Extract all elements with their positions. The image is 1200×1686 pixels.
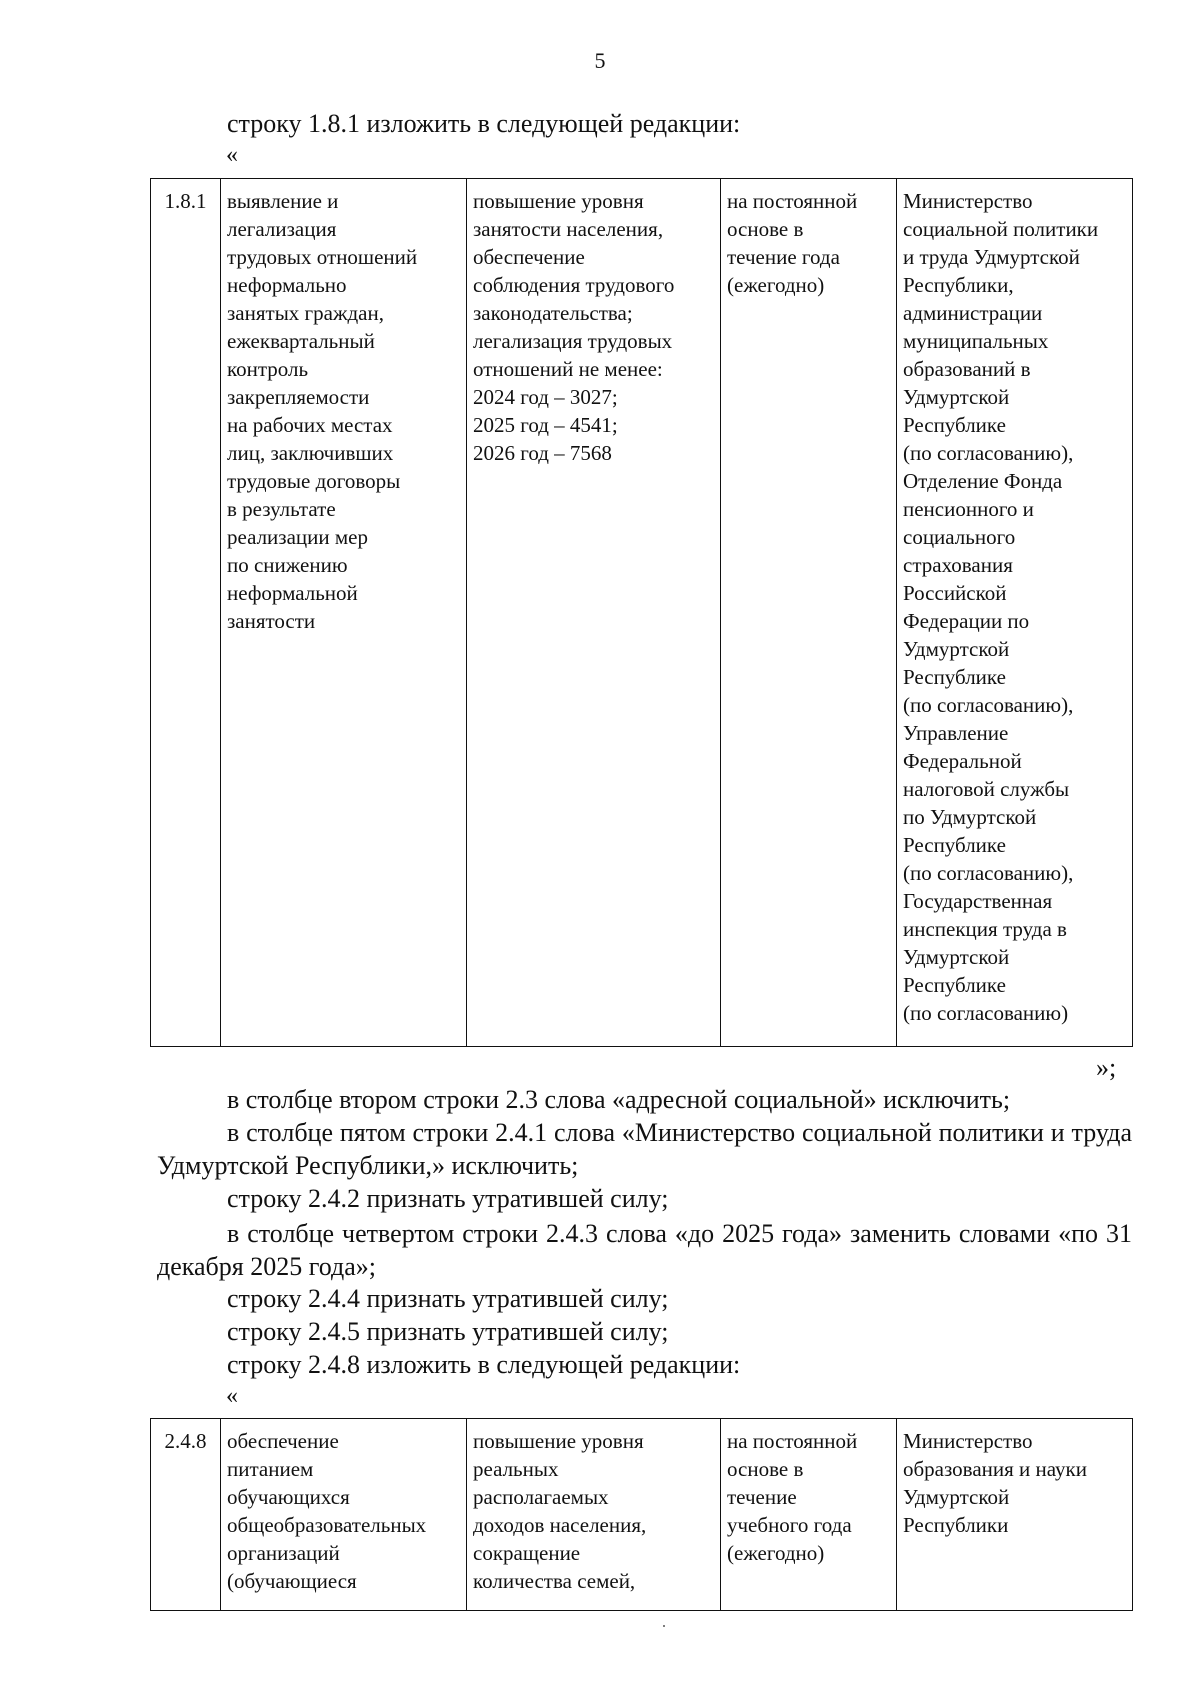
amendment-2-4-5: строку 2.4.5 признать утратившей силу; <box>227 1317 669 1346</box>
expected-result-cell: повышение уровня занятости населения, обеспечение соблюдения трудового законодательства; легализация трудовых отношений не менее: 2024 год – 3027; 2025 год – 4541; 2026 год – 7568 <box>467 179 721 1047</box>
responsible-executors-cell: Министерство социальной политики и труда Удмуртской Республики, администрации муниципальных образований в Удмуртской Республике (по согласованию), Отделение Фонда пенсионного и социального страхования Российской Федерации по Удмуртской Республике (по согласованию), Управление Федеральной налоговой службы по Удмуртской Республике (по согласованию), Государственная инспекция труда в Удмуртской Республике (по согласованию) <box>897 179 1133 1047</box>
table-row-1-8-1 <box>150 178 1133 1047</box>
close-quote-1: »; <box>1096 1053 1117 1082</box>
table-row-2-4-8 <box>150 1418 1133 1611</box>
page-number: 5 <box>594 48 606 73</box>
open-quote-1: « <box>226 142 238 168</box>
amendment-2-4-2: строку 2.4.2 признать утратившей силу; <box>227 1184 669 1213</box>
amendment-2-4-3: в столбце четвертом строки 2.4.3 слова «до 2025 года» заменить словами «по 31 декабря 2025 года»; <box>157 1219 1132 1281</box>
responsible-executors-cell: Министерство образования и науки Удмуртской Республики <box>897 1419 1133 1611</box>
scan-artifact-dot <box>663 1625 665 1627</box>
amendment-2-3: в столбце втором строки 2.3 слова «адресной социальной» исключить; <box>227 1085 1011 1114</box>
row-number-2-4-8: 2.4.8 <box>151 1419 221 1611</box>
amendment-2-4-1: в столбце пятом строки 2.4.1 слова «Министерство социальной политики и труда Удмуртской Республики,» исключить; <box>157 1118 1132 1180</box>
deadline-cell: на постоянной основе в течение года (ежегодно) <box>721 179 897 1047</box>
row-number-1-8-1: 1.8.1 <box>151 179 221 1047</box>
amendment-2-4-8: строку 2.4.8 изложить в следующей редакции: <box>227 1350 741 1379</box>
deadline-cell: на постоянной основе в течение учебного года (ежегодно) <box>721 1419 897 1611</box>
event-description-cell: обеспечение питанием обучающихся общеобразовательных организаций (обучающиеся <box>221 1419 467 1611</box>
expected-result-cell: повышение уровня реальных располагаемых доходов населения, сокращение количества семей, <box>467 1419 721 1611</box>
amendment-2-4-4: строку 2.4.4 признать утратившей силу; <box>227 1284 669 1313</box>
open-quote-2: « <box>226 1383 238 1409</box>
intro-line-1-8-1: строку 1.8.1 изложить в следующей редакции: <box>227 109 741 138</box>
event-description-cell: выявление и легализация трудовых отношений неформально занятых граждан, ежеквартальный контроль закрепляемости на рабочих местах лиц, заключивших трудовые договоры в результате реализации мер по снижению неформальной занятости <box>221 179 467 1047</box>
